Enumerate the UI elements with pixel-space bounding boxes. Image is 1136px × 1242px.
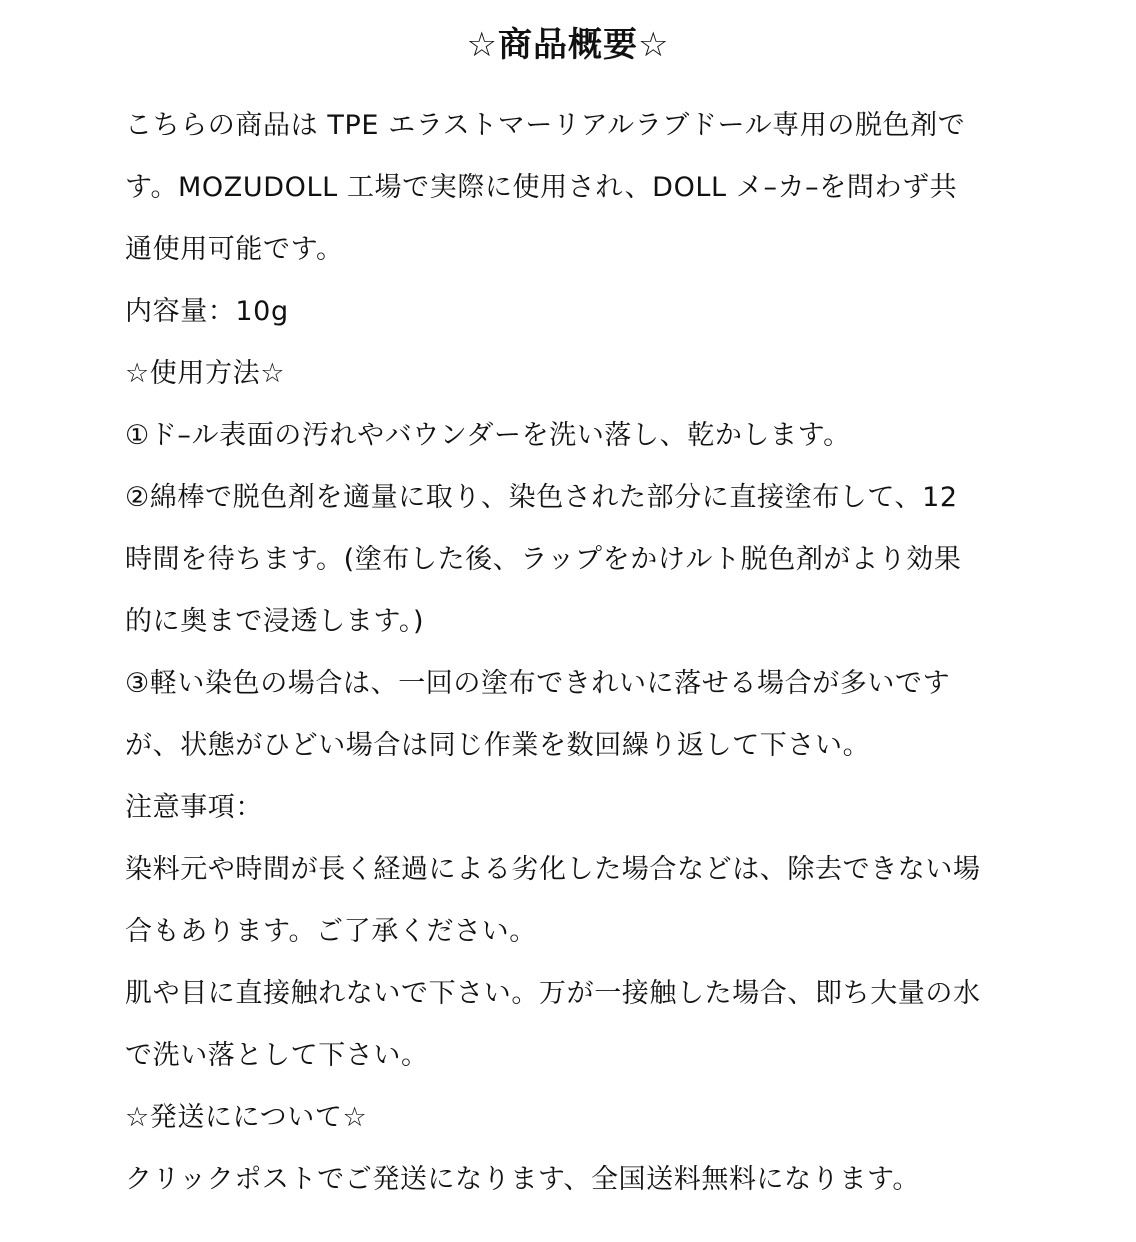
- shipping-text: クリックポストでご発送になります、全国送料無料になります。: [125, 1164, 920, 1195]
- intro-paragraph: こちらの商品は TPE エラストマーリアルラブドール専用の脱色剤です。MOZUDOLL 工場で実際に使用され、DOLL メ–カ–を問わず共通使用可能です。: [125, 110, 966, 265]
- capacity-line: 内容量：10g: [125, 296, 289, 327]
- page-title: ☆商品概要☆: [466, 25, 670, 65]
- usage-step-2: ②綿棒で脱色剤を適量に取り、染色された部分に直接塗布して、12時間を待ちます。(塗布した後、ラップをかけルト脱色剤がより効果的に奥まで浸透します。): [125, 482, 962, 637]
- usage-heading: ☆使用方法☆: [125, 358, 286, 389]
- notes-heading: 注意事項：: [125, 792, 263, 823]
- description-body: [125, 95, 981, 1211]
- usage-step-3: ③軽い染色の場合は、一回の塗布できれいに落せる場合が多いですが、状態がひどい場合は同じ作業を数回繰り返して下さい。: [125, 668, 951, 761]
- note-1: 染料元や時間が長く経過による劣化した場合などは、除去できない場合もあります。ご了承ください。: [125, 854, 981, 947]
- shipping-heading: ☆発送にについて☆: [125, 1102, 368, 1133]
- note-2: 肌や目に直接触れないで下さい。万が一接触した場合、即ち大量の水で洗い落として下さい。: [125, 978, 981, 1071]
- usage-step-1: ①ド–ル表面の汚れやバウンダーを洗い落し、乾かします。: [125, 420, 851, 451]
